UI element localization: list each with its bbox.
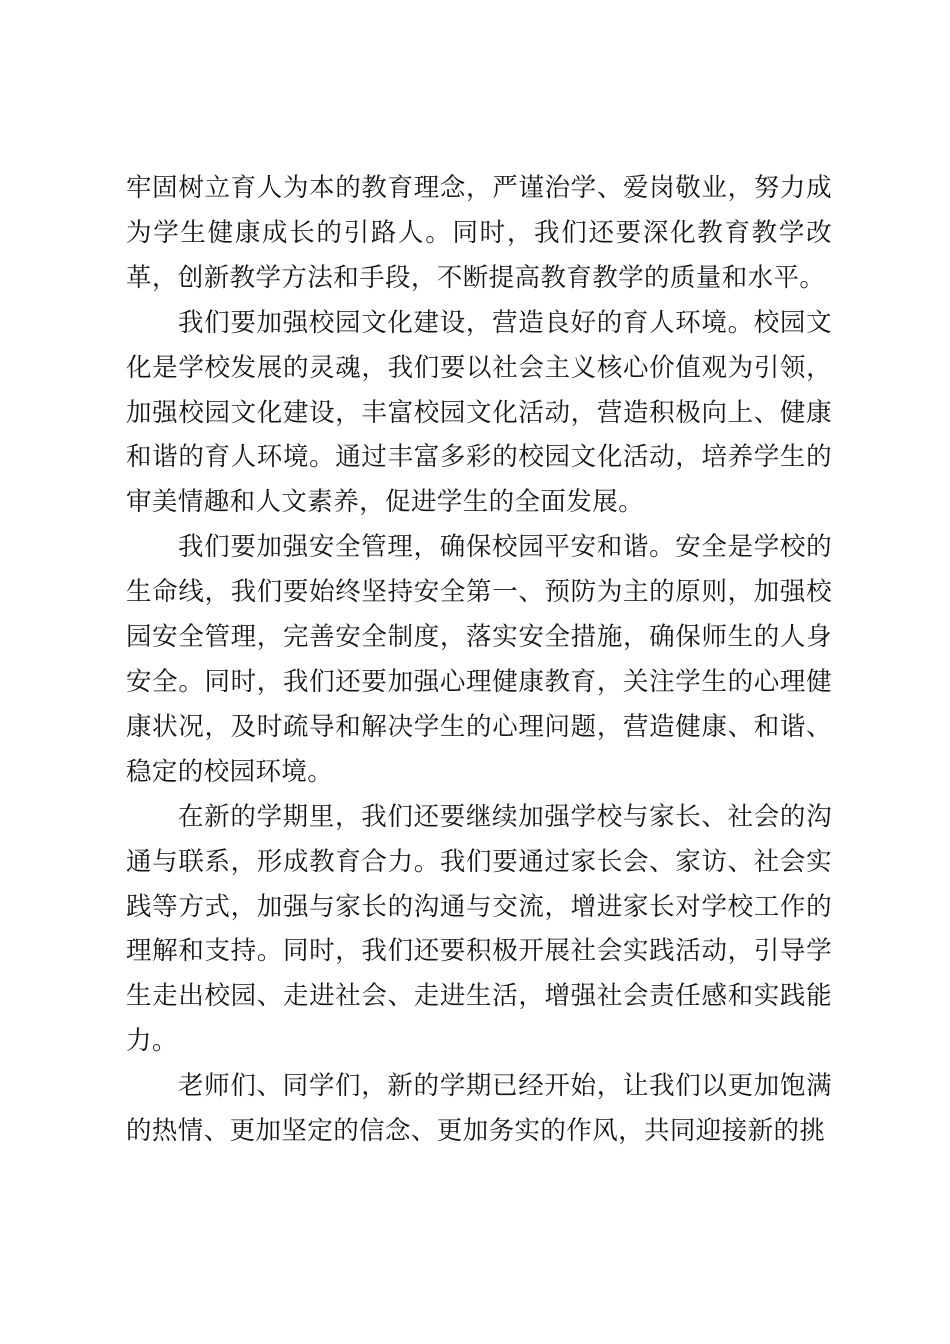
paragraph-continued: 牢固树立育人为本的教育理念，严谨治学、爱岗敬业，努力成为学生健康成长的引路人。同时，我们还要深化教育教学改革，创新教学方法和手段，不断提高教育教学的质量和水平。 (126, 173, 832, 293)
paragraph-closing: 老师们、同学们，新的学期已经开始，让我们以更加饱满的热情、更加坚定的信念、更加务实的作风，共同迎接新的挑 (126, 1071, 832, 1147)
paragraph-home-school-communication: 在新的学期里，我们还要继续加强学校与家长、社会的沟通与联系，形成教育合力。我们要通过家长会、家访、社会实践等方式，加强与家长的沟通与交流，增进家长对学校工作的理解和支持。同时，我们还要积极开展社会实践活动，引导学生走出校园、走进社会、走进生活，增强社会责任感和实践能力。 (126, 801, 832, 1057)
paragraph-campus-culture: 我们要加强校园文化建设，营造良好的育人环境。校园文化是学校发展的灵魂，我们要以社会主义核心价值观为引领，加强校园文化建设，丰富校园文化活动，营造积极向上、健康和谐的育人环境。通过丰富多彩的校园文化活动，培养学生的审美情趣和人文素养，促进学生的全面发展。 (126, 307, 832, 518)
paragraph-safety-management: 我们要加强安全管理，确保校园平安和谐。安全是学校的生命线，我们要始终坚持安全第一、预防为主的原则，加强校园安全管理，完善安全制度，落实安全措施，确保师生的人身安全。同时，我们还要加强心理健康教育，关注学生的心理健康状况，及时疏导和解决学生的心理问题，营造健康、和谐、稳定的校园环境。 (126, 532, 832, 787)
document-body (126, 166, 832, 1154)
